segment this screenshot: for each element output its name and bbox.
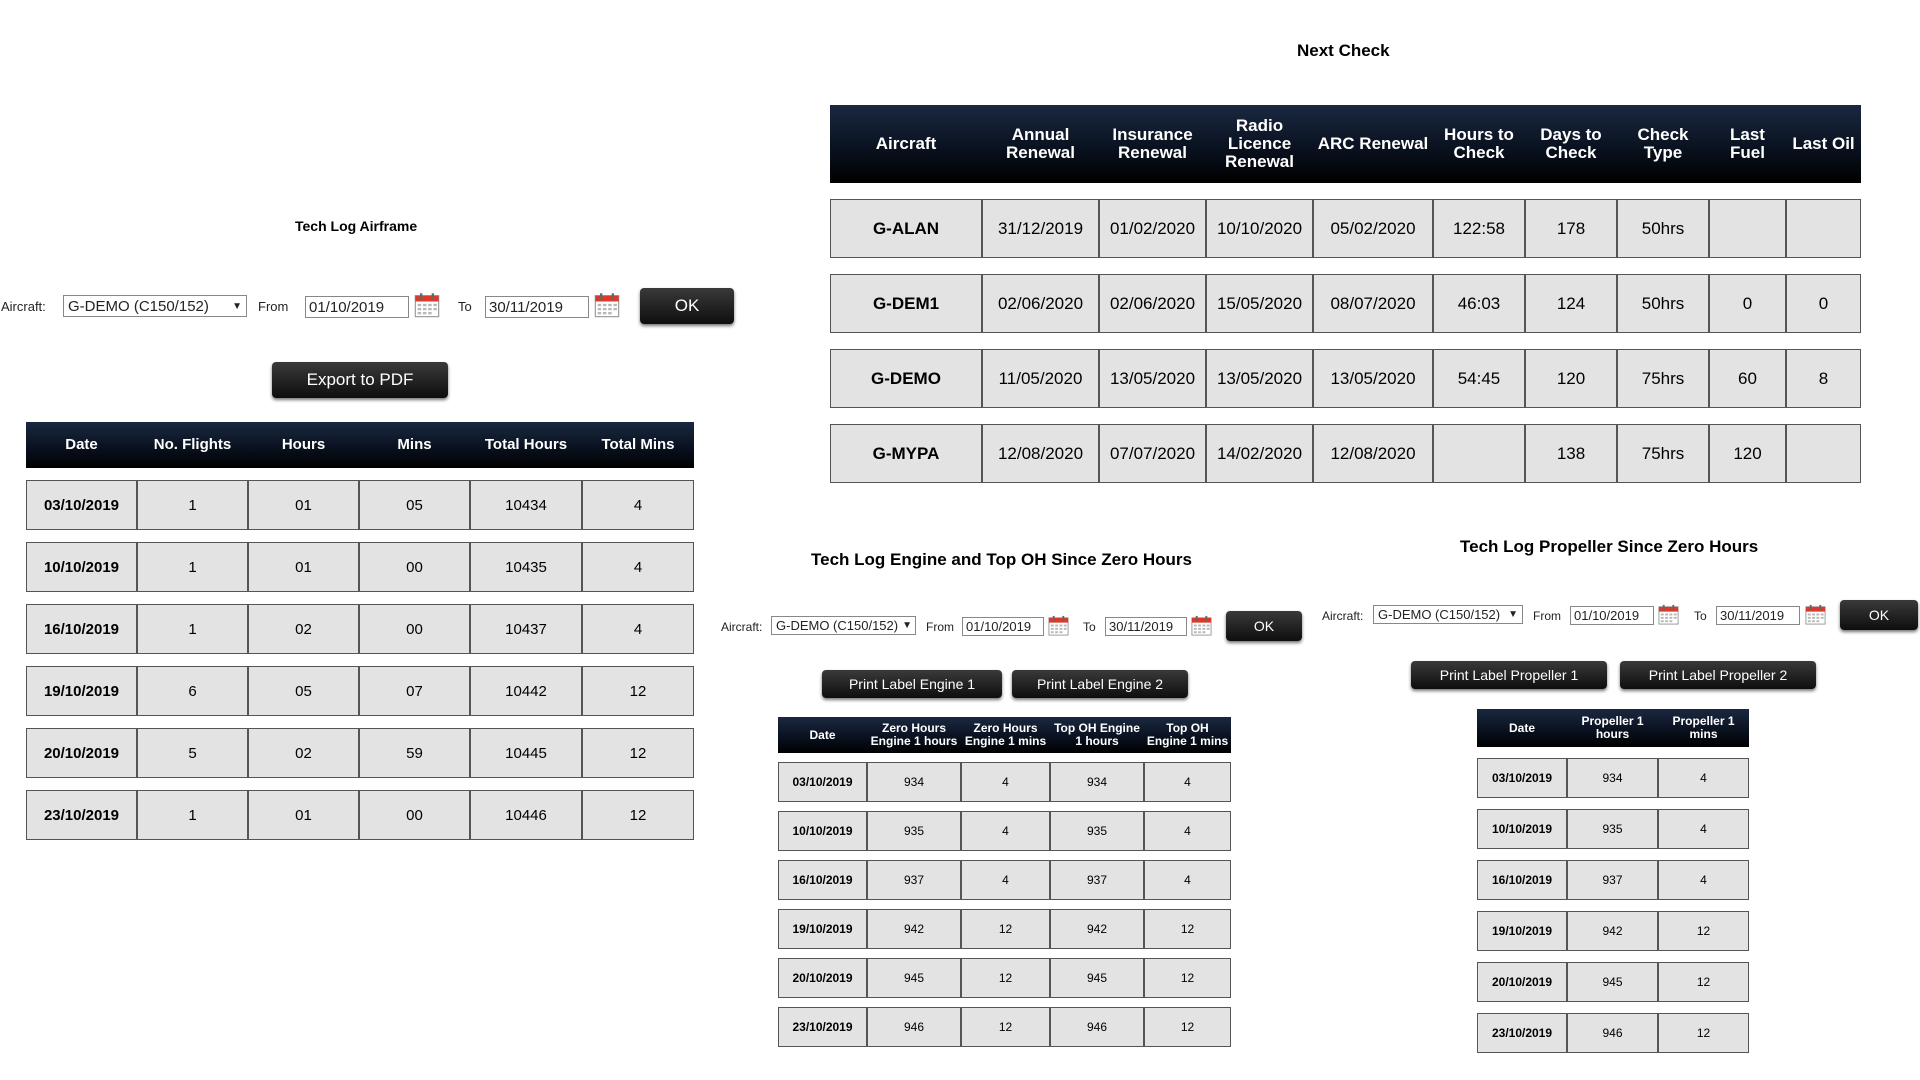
table-cell: 945 — [1567, 962, 1658, 1002]
table-cell: 75hrs — [1617, 424, 1709, 483]
table-cell: 4 — [1144, 860, 1231, 900]
engine-from-input[interactable] — [962, 617, 1044, 636]
table-cell: 4 — [961, 860, 1050, 900]
table-cell: 11/05/2020 — [982, 349, 1099, 408]
table-cell: 50hrs — [1617, 199, 1709, 258]
table-cell: 0 — [1786, 274, 1861, 333]
table-cell: 02/06/2020 — [982, 274, 1099, 333]
row-spacer-cell — [1477, 951, 1749, 962]
row-spacer-cell — [778, 998, 1231, 1007]
table-cell: 08/07/2020 — [1313, 274, 1433, 333]
row-spacer — [778, 949, 1231, 958]
row-spacer — [778, 998, 1231, 1007]
calendar-icon[interactable] — [1047, 614, 1070, 642]
airframe-ok-button[interactable]: OK — [640, 288, 734, 324]
table-cell: 4 — [1658, 860, 1749, 900]
header-annual-renewal: Annual Renewal — [982, 105, 1099, 183]
table-row — [830, 274, 1861, 333]
table-cell: 07 — [359, 666, 470, 716]
table-cell: 946 — [1050, 1007, 1144, 1047]
table-cell: 1 — [137, 790, 248, 840]
row-spacer — [778, 900, 1231, 909]
propeller-from-label: From — [1533, 609, 1561, 623]
table-cell: 935 — [1050, 811, 1144, 851]
header-top-oh-engine-1-hours: Top OH Engine 1 hours — [1050, 717, 1144, 753]
table-cell: 12 — [1144, 1007, 1231, 1047]
table-row — [26, 728, 694, 778]
row-spacer — [26, 592, 694, 604]
table-cell: 13/05/2020 — [1206, 349, 1313, 408]
table-cell: 16/10/2019 — [26, 604, 137, 654]
table-cell: 10/10/2019 — [26, 542, 137, 592]
row-spacer-cell — [1477, 849, 1749, 860]
propeller-title: Tech Log Propeller Since Zero Hours — [1460, 537, 1759, 556]
table-cell: 4 — [582, 604, 694, 654]
table-cell: 4 — [582, 542, 694, 592]
table-cell: 10442 — [470, 666, 582, 716]
header-mins: Mins — [359, 422, 470, 468]
row-spacer-cell — [830, 408, 1861, 424]
print-label-propeller-2-button[interactable]: Print Label Propeller 2 — [1620, 661, 1816, 689]
engine-to-value: 30/11/2019 — [1109, 619, 1174, 634]
next-check-header-row — [830, 105, 1861, 183]
row-spacer-cell — [26, 778, 694, 790]
table-cell: 12 — [1144, 909, 1231, 949]
table-cell: 46:03 — [1433, 274, 1525, 333]
header-zero-hours-engine-1-mins: Zero Hours Engine 1 mins — [961, 717, 1050, 753]
row-spacer — [830, 183, 1861, 199]
table-cell — [1433, 424, 1525, 483]
table-cell: 23/10/2019 — [778, 1007, 867, 1047]
row-spacer — [830, 258, 1861, 274]
table-row — [830, 199, 1861, 258]
table-cell: 4 — [582, 480, 694, 530]
calendar-icon[interactable] — [1804, 603, 1827, 631]
dropdown-arrow-icon: ▼ — [1508, 609, 1518, 620]
propeller-to-label: To — [1694, 609, 1707, 623]
propeller-from-input[interactable] — [1570, 606, 1654, 625]
header-radio-licence-renewal: Radio Licence Renewal — [1206, 105, 1313, 183]
table-cell: 05/02/2020 — [1313, 199, 1433, 258]
header-last-oil: Last Oil — [1786, 105, 1861, 183]
table-cell: 12 — [1658, 1013, 1749, 1053]
table-row — [830, 424, 1861, 483]
row-spacer-cell — [830, 258, 1861, 274]
table-row — [1477, 758, 1749, 798]
row-spacer — [1477, 951, 1749, 962]
engine-from-value: 01/10/2019 — [966, 619, 1032, 634]
propeller-header-row — [1477, 709, 1749, 747]
table-row — [778, 762, 1231, 802]
table-row — [1477, 809, 1749, 849]
table-cell: 03/10/2019 — [778, 762, 867, 802]
header-no-flights: No. Flights — [137, 422, 248, 468]
table-cell: 4 — [1144, 762, 1231, 802]
table-cell: 16/10/2019 — [1477, 860, 1567, 900]
table-cell: 12 — [582, 790, 694, 840]
table-cell — [1709, 199, 1786, 258]
table-cell: 4 — [961, 811, 1050, 851]
row-spacer — [830, 408, 1861, 424]
engine-table — [778, 717, 1231, 1047]
table-cell: 120 — [1525, 349, 1617, 408]
table-cell: 937 — [867, 860, 961, 900]
row-spacer-cell — [26, 654, 694, 666]
header-aircraft: Aircraft — [830, 105, 982, 183]
header-hours: Hours — [248, 422, 359, 468]
table-cell: 942 — [1567, 911, 1658, 951]
engine-title: Tech Log Engine and Top OH Since Zero Hours — [811, 550, 1192, 569]
header-last-fuel: Last Fuel — [1709, 105, 1786, 183]
table-row — [26, 666, 694, 716]
table-row — [778, 1007, 1231, 1047]
row-spacer-cell — [26, 468, 694, 480]
table-cell: 59 — [359, 728, 470, 778]
next-check-table — [830, 105, 1861, 483]
row-spacer — [1477, 900, 1749, 911]
row-spacer — [1477, 849, 1749, 860]
header-insurance-renewal: Insurance Renewal — [1099, 105, 1206, 183]
propeller-table — [1477, 709, 1749, 1053]
propeller-aircraft-value: G-DEMO (C150/152) — [1378, 607, 1501, 622]
table-cell: 120 — [1709, 424, 1786, 483]
table-cell: 03/10/2019 — [1477, 758, 1567, 798]
engine-aircraft-select[interactable] — [771, 616, 916, 635]
airframe-aircraft-label: Aircraft: — [1, 299, 46, 314]
table-row — [1477, 962, 1749, 1002]
table-cell: 23/10/2019 — [26, 790, 137, 840]
engine-header-row — [778, 717, 1231, 753]
row-spacer — [26, 654, 694, 666]
table-cell: 4 — [1658, 758, 1749, 798]
row-spacer-cell — [26, 530, 694, 542]
print-label-engine-1-button[interactable]: Print Label Engine 1 — [822, 670, 1002, 698]
airframe-from-value: 01/10/2019 — [309, 298, 385, 316]
propeller-aircraft-label: Aircraft: — [1322, 609, 1364, 623]
table-cell: 10445 — [470, 728, 582, 778]
table-cell: 6 — [137, 666, 248, 716]
row-spacer — [778, 802, 1231, 811]
table-cell: 13/05/2020 — [1313, 349, 1433, 408]
table-cell: 935 — [1567, 809, 1658, 849]
header-days-to-check: Days to Check — [1525, 105, 1617, 183]
dropdown-arrow-icon: ▼ — [232, 300, 242, 312]
engine-ok-button[interactable]: OK — [1226, 611, 1302, 641]
engine-to-label: To — [1083, 620, 1096, 634]
table-cell: 31/12/2019 — [982, 199, 1099, 258]
row-spacer — [26, 778, 694, 790]
table-cell: 935 — [867, 811, 961, 851]
row-spacer-cell — [1477, 798, 1749, 809]
table-cell: 5 — [137, 728, 248, 778]
engine-from-label: From — [926, 620, 954, 634]
table-cell: 942 — [1050, 909, 1144, 949]
table-cell: 178 — [1525, 199, 1617, 258]
table-cell: 10435 — [470, 542, 582, 592]
table-cell: G-DEM1 — [830, 274, 982, 333]
header-hours-to-check: Hours to Check — [1433, 105, 1525, 183]
table-cell: 12 — [1144, 958, 1231, 998]
row-spacer-cell — [1477, 747, 1749, 758]
airframe-from-input[interactable] — [305, 296, 409, 318]
table-cell: 4 — [961, 762, 1050, 802]
table-row — [26, 542, 694, 592]
table-cell: 122:58 — [1433, 199, 1525, 258]
table-cell: 124 — [1525, 274, 1617, 333]
airframe-header-row — [26, 422, 694, 468]
propeller-to-input[interactable] — [1716, 606, 1800, 625]
table-row — [1477, 860, 1749, 900]
table-cell: G-ALAN — [830, 199, 982, 258]
table-row — [1477, 911, 1749, 951]
row-spacer — [830, 333, 1861, 349]
next-check-title: Next Check — [1297, 41, 1390, 60]
airframe-title: Tech Log Airframe — [295, 218, 418, 234]
table-cell: 01/02/2020 — [1099, 199, 1206, 258]
table-cell: 60 — [1709, 349, 1786, 408]
table-cell: 02 — [248, 728, 359, 778]
table-row — [26, 790, 694, 840]
airframe-to-value: 30/11/2019 — [489, 298, 563, 316]
table-cell: 1 — [137, 604, 248, 654]
table-cell: 00 — [359, 542, 470, 592]
table-row — [26, 480, 694, 530]
table-row — [778, 958, 1231, 998]
header-zero-hours-engine-1-hours: Zero Hours Engine 1 hours — [867, 717, 961, 753]
row-spacer-cell — [830, 333, 1861, 349]
airframe-aircraft-value: G-DEMO (C150/152) — [68, 297, 209, 315]
airframe-aircraft-select[interactable] — [63, 295, 247, 317]
row-spacer-cell — [1477, 900, 1749, 911]
calendar-icon[interactable] — [413, 291, 441, 324]
row-spacer — [778, 851, 1231, 860]
header-date: Date — [1477, 709, 1567, 747]
table-cell: 07/07/2020 — [1099, 424, 1206, 483]
table-cell: 10446 — [470, 790, 582, 840]
table-cell: 12 — [582, 666, 694, 716]
table-row — [26, 604, 694, 654]
table-cell: 937 — [1567, 860, 1658, 900]
calendar-icon[interactable] — [1657, 603, 1680, 631]
table-cell: 03/10/2019 — [26, 480, 137, 530]
table-cell: G-DEMO — [830, 349, 982, 408]
table-cell: 01 — [248, 790, 359, 840]
header-date: Date — [778, 717, 867, 753]
table-cell: 13/05/2020 — [1099, 349, 1206, 408]
table-cell: 934 — [1050, 762, 1144, 802]
airframe-from-label: From — [258, 299, 289, 314]
table-cell: 05 — [359, 480, 470, 530]
table-cell: 8 — [1786, 349, 1861, 408]
row-spacer-cell — [26, 716, 694, 728]
header-propeller-1-hours: Propeller 1 hours — [1567, 709, 1658, 747]
calendar-icon[interactable] — [593, 291, 621, 324]
row-spacer — [1477, 747, 1749, 758]
table-cell: 10/10/2019 — [778, 811, 867, 851]
table-cell: 946 — [1567, 1013, 1658, 1053]
table-cell: 20/10/2019 — [26, 728, 137, 778]
table-cell: 02 — [248, 604, 359, 654]
table-cell: 1 — [137, 542, 248, 592]
table-cell: 4 — [1658, 809, 1749, 849]
row-spacer-cell — [830, 183, 1861, 199]
airframe-to-label: To — [458, 299, 472, 314]
dropdown-arrow-icon: ▼ — [902, 620, 912, 631]
table-cell: 12/08/2020 — [1313, 424, 1433, 483]
table-cell — [1786, 199, 1861, 258]
table-cell: 12 — [582, 728, 694, 778]
table-cell: 01 — [248, 542, 359, 592]
row-spacer — [26, 530, 694, 542]
header-check-type: Check Type — [1617, 105, 1709, 183]
engine-to-input[interactable] — [1105, 617, 1187, 636]
table-cell: 945 — [867, 958, 961, 998]
table-row — [1477, 1013, 1749, 1053]
row-spacer-cell — [778, 900, 1231, 909]
table-cell: 20/10/2019 — [778, 958, 867, 998]
calendar-icon[interactable] — [1190, 614, 1213, 642]
table-row — [778, 811, 1231, 851]
table-cell: 10437 — [470, 604, 582, 654]
row-spacer — [778, 753, 1231, 762]
row-spacer-cell — [778, 802, 1231, 811]
table-cell: 19/10/2019 — [26, 666, 137, 716]
table-cell: 00 — [359, 604, 470, 654]
table-cell: 05 — [248, 666, 359, 716]
table-cell: 10434 — [470, 480, 582, 530]
row-spacer — [26, 468, 694, 480]
table-row — [830, 349, 1861, 408]
table-cell: 12 — [961, 958, 1050, 998]
table-cell: 14/02/2020 — [1206, 424, 1313, 483]
table-cell: 19/10/2019 — [778, 909, 867, 949]
table-cell: 12 — [1658, 962, 1749, 1002]
table-cell: G-MYPA — [830, 424, 982, 483]
table-cell: 12 — [961, 909, 1050, 949]
table-cell: 01 — [248, 480, 359, 530]
table-cell: 20/10/2019 — [1477, 962, 1567, 1002]
row-spacer — [26, 716, 694, 728]
table-row — [778, 909, 1231, 949]
row-spacer-cell — [26, 592, 694, 604]
table-cell: 10/10/2020 — [1206, 199, 1313, 258]
table-cell: 50hrs — [1617, 274, 1709, 333]
table-cell: 23/10/2019 — [1477, 1013, 1567, 1053]
table-cell: 0 — [1709, 274, 1786, 333]
header-top-oh-engine-1-mins: Top OH Engine 1 mins — [1144, 717, 1231, 753]
airframe-table — [26, 422, 694, 840]
table-cell: 02/06/2020 — [1099, 274, 1206, 333]
table-cell: 934 — [867, 762, 961, 802]
table-cell: 16/10/2019 — [778, 860, 867, 900]
table-cell: 12/08/2020 — [982, 424, 1099, 483]
row-spacer-cell — [778, 851, 1231, 860]
export-pdf-button[interactable]: Export to PDF — [272, 362, 448, 398]
table-cell — [1786, 424, 1861, 483]
airframe-to-input[interactable] — [485, 296, 589, 318]
engine-aircraft-label: Aircraft: — [721, 620, 763, 634]
print-label-propeller-1-button[interactable]: Print Label Propeller 1 — [1411, 661, 1607, 689]
table-cell: 75hrs — [1617, 349, 1709, 408]
header-total-hours: Total Hours — [470, 422, 582, 468]
table-cell: 138 — [1525, 424, 1617, 483]
propeller-from-value: 01/10/2019 — [1574, 608, 1640, 623]
print-label-engine-2-button[interactable]: Print Label Engine 2 — [1012, 670, 1188, 698]
table-cell: 937 — [1050, 860, 1144, 900]
header-total-mins: Total Mins — [582, 422, 694, 468]
table-cell: 934 — [1567, 758, 1658, 798]
header-propeller-1-mins: Propeller 1 mins — [1658, 709, 1749, 747]
header-arc-renewal: ARC Renewal — [1313, 105, 1433, 183]
row-spacer-cell — [778, 949, 1231, 958]
table-cell: 00 — [359, 790, 470, 840]
header-date: Date — [26, 422, 137, 468]
table-cell: 19/10/2019 — [1477, 911, 1567, 951]
table-cell: 945 — [1050, 958, 1144, 998]
table-cell: 4 — [1144, 811, 1231, 851]
row-spacer-cell — [778, 753, 1231, 762]
propeller-to-value: 30/11/2019 — [1720, 608, 1785, 623]
table-row — [778, 860, 1231, 900]
row-spacer — [1477, 798, 1749, 809]
table-cell: 10/10/2019 — [1477, 809, 1567, 849]
table-cell: 942 — [867, 909, 961, 949]
table-cell: 15/05/2020 — [1206, 274, 1313, 333]
propeller-ok-button[interactable]: OK — [1840, 600, 1918, 630]
table-cell: 12 — [961, 1007, 1050, 1047]
table-cell: 54:45 — [1433, 349, 1525, 408]
engine-aircraft-value: G-DEMO (C150/152) — [776, 618, 899, 633]
table-cell: 946 — [867, 1007, 961, 1047]
propeller-aircraft-select[interactable] — [1373, 605, 1523, 624]
row-spacer-cell — [1477, 1002, 1749, 1013]
table-cell: 1 — [137, 480, 248, 530]
table-cell: 12 — [1658, 911, 1749, 951]
row-spacer — [1477, 1002, 1749, 1013]
